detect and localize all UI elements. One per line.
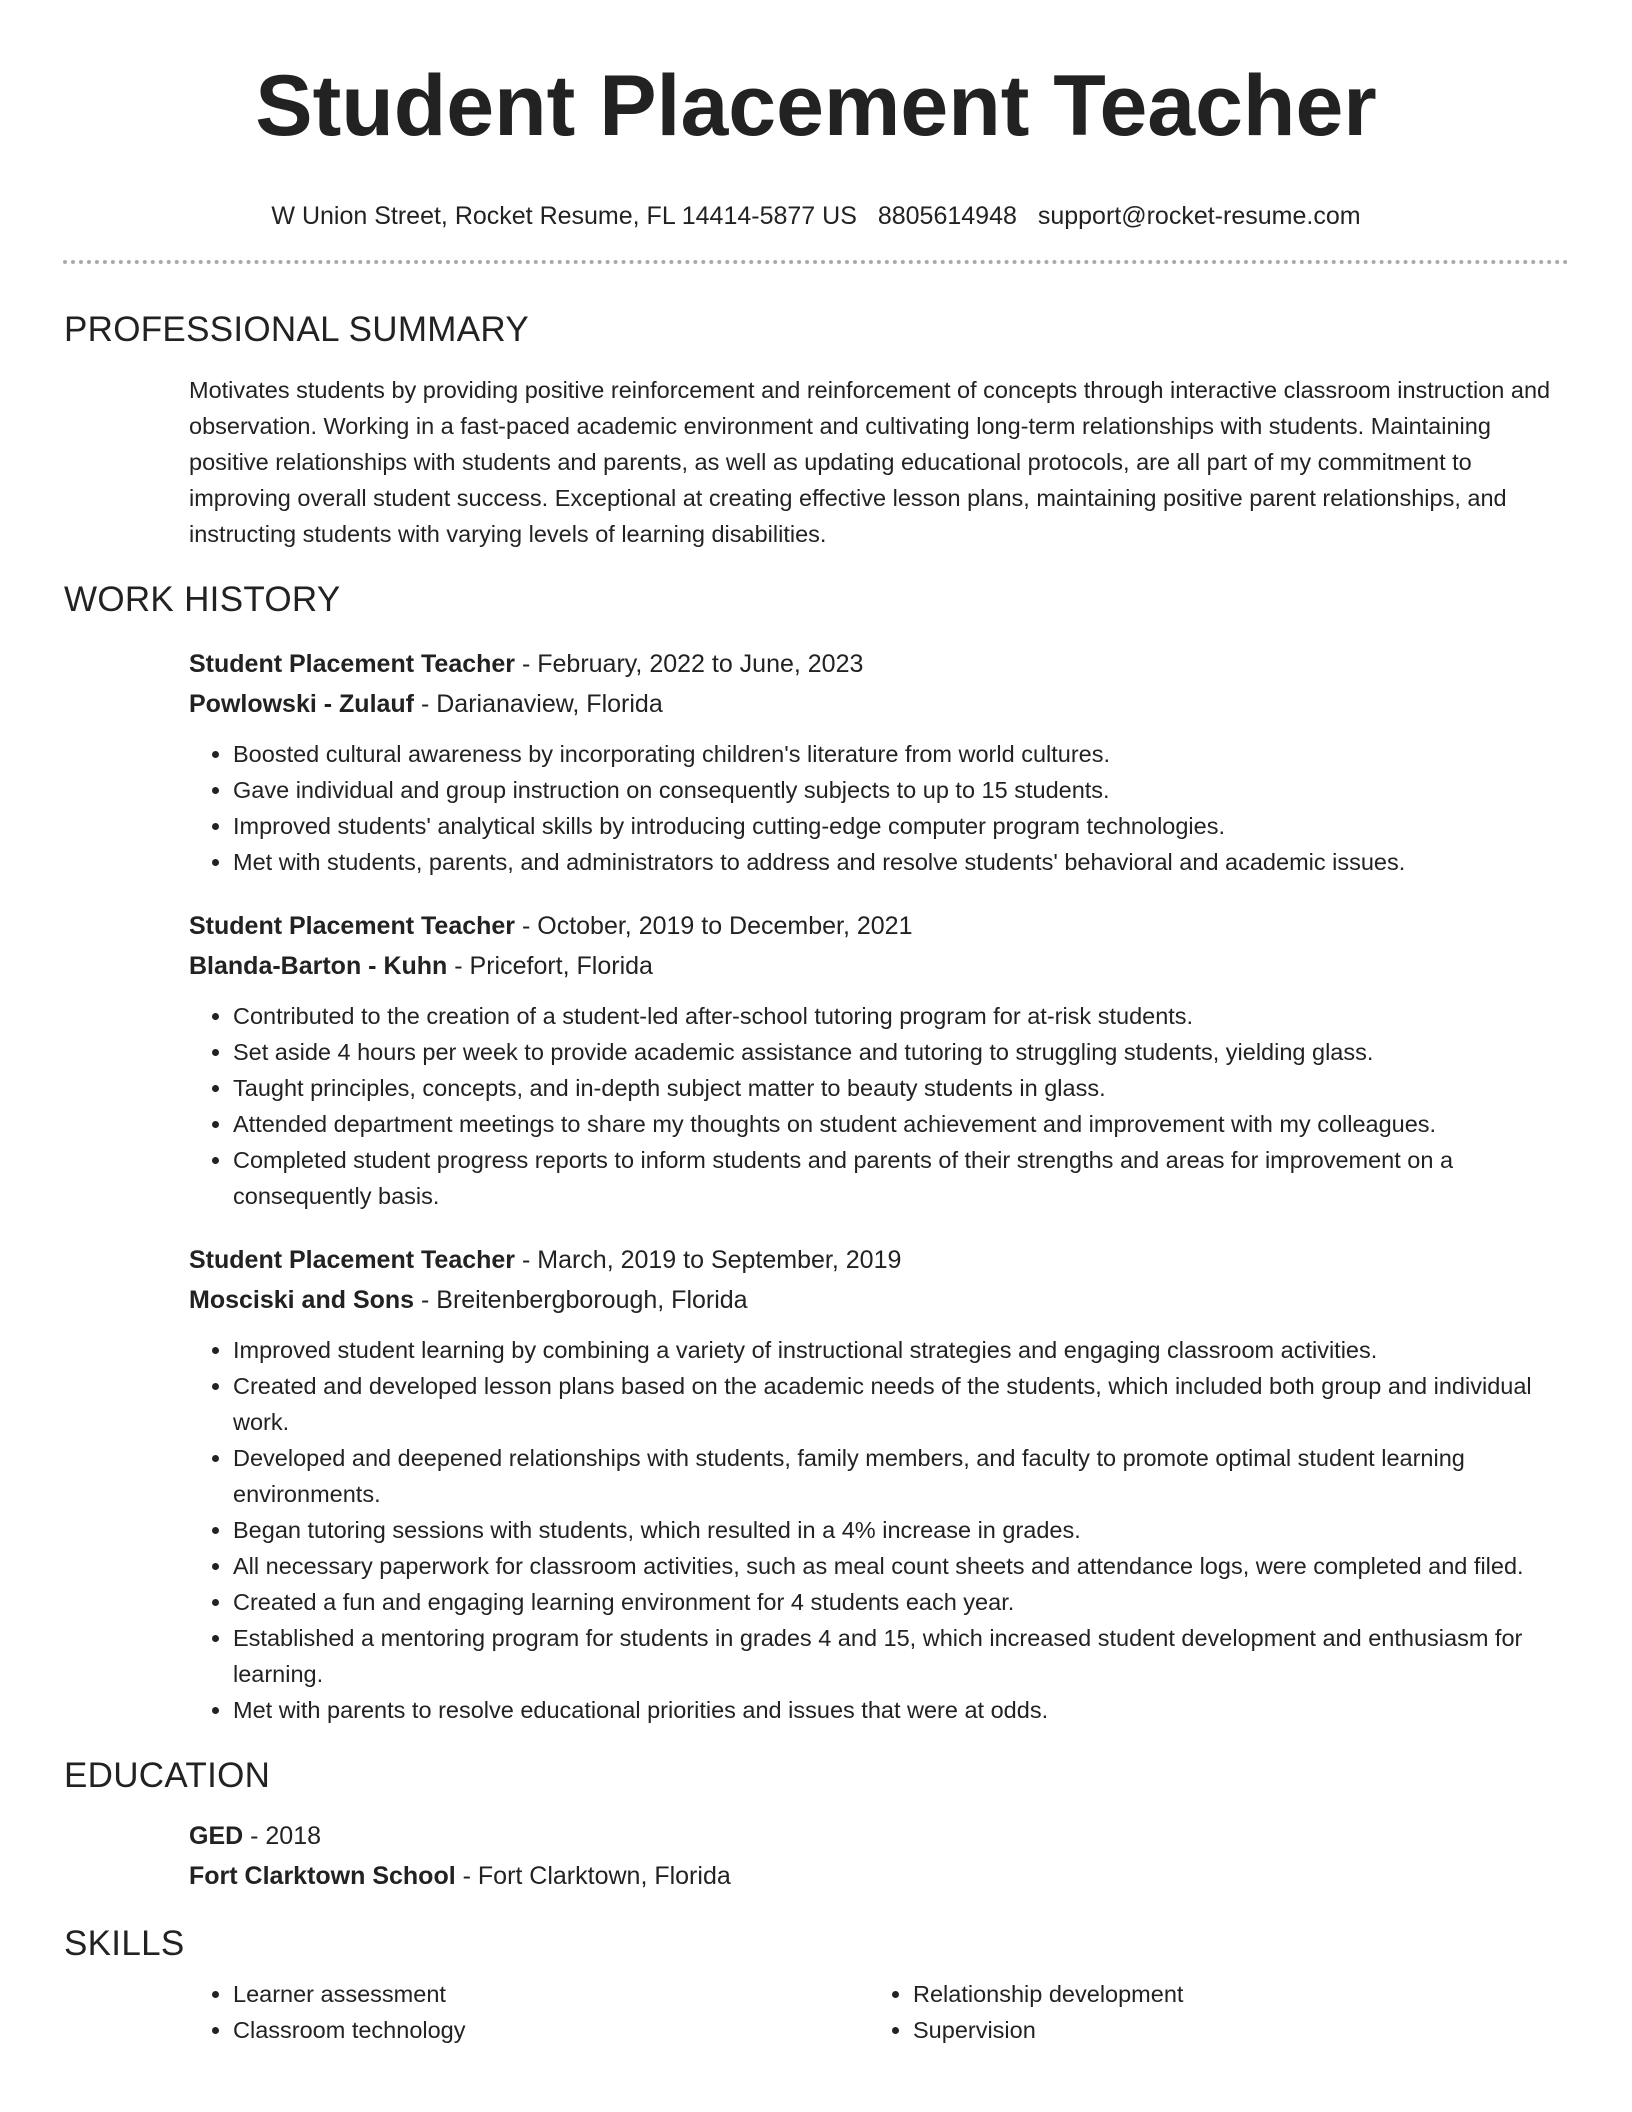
job-entry xyxy=(189,906,1569,1214)
list-item: • Created a fun and engaging learning environment for 4 students each year. xyxy=(233,1584,1569,1620)
school: Fort Clarktown School xyxy=(189,1862,456,1890)
list-item: • Met with parents to resolve educational priorities and issues that were at odds. xyxy=(233,1692,1569,1728)
job-company-line xyxy=(189,946,1569,986)
address: W Union Street, Rocket Resume, FL 14414-5877 US xyxy=(271,202,857,230)
job-title-line xyxy=(189,1240,1569,1280)
school-location: - Fort Clarktown, Florida xyxy=(455,1862,731,1890)
list-item: • Developed and deepened relationships with students, family members, and faculty to promote optimal student learning environments. xyxy=(233,1440,1569,1512)
section-title-summary: PROFESSIONAL SUMMARY xyxy=(64,310,529,349)
list-item: • Boosted cultural awareness by incorporating children's literature from world cultures. xyxy=(233,736,1569,772)
section-title-work: WORK HISTORY xyxy=(64,580,341,619)
email: support@rocket-resume.com xyxy=(1037,202,1361,230)
list-item: • Taught principles, concepts, and in-depth subject matter to beauty students in glass. xyxy=(233,1070,1569,1106)
skills-column-left xyxy=(189,1966,869,2048)
job-dates: - October, 2019 to December, 2021 xyxy=(515,912,913,940)
job-company-line xyxy=(189,684,1569,724)
skills-column-right xyxy=(869,1966,1549,2048)
job-entry xyxy=(189,1240,1569,1728)
list-item: • Relationship development xyxy=(913,1976,1549,2012)
job-company-line xyxy=(189,1280,1569,1320)
job-bullets xyxy=(189,736,1569,880)
list-item: • Met with students, parents, and administrators to address and resolve students' behavioral and academic issues. xyxy=(233,844,1569,880)
education-entry xyxy=(189,1816,1569,1896)
job-location: - Darianaview, Florida xyxy=(414,690,663,718)
list-item: • Began tutoring sessions with students, which resulted in a 4% increase in grades. xyxy=(233,1512,1569,1548)
candidate-name: Student Placement Teacher xyxy=(255,58,1377,154)
section-title-education: EDUCATION xyxy=(64,1756,271,1795)
list-item: • Improved student learning by combining a variety of instructional strategies and engaging classroom activities. xyxy=(233,1332,1569,1368)
work-section xyxy=(0,578,1632,1728)
job-dates: - February, 2022 to June, 2023 xyxy=(515,650,864,678)
skills-list xyxy=(189,1976,869,2048)
degree-year: - 2018 xyxy=(243,1822,322,1850)
job-entry xyxy=(189,644,1569,880)
summary-text: Motivates students by providing positive reinforcement and reinforcement of concepts through interactive classroom instruction and observation. Working in a fast-paced academic environment and cultivating long-term relationships with students. Maintaining positive relationships with students and parents, as well as updating educational protocols, are all part of my commitment to improving overall student success. Exceptional at creating effective lesson plans, maintaining positive parent relationships, and instructing students with varying levels of learning disabilities. xyxy=(189,377,1551,547)
job-role: Student Placement Teacher xyxy=(189,912,516,940)
job-company: Powlowski - Zulauf xyxy=(189,690,415,718)
skills-section xyxy=(0,1922,1632,2048)
summary-section xyxy=(0,308,1632,552)
list-item: • Improved students' analytical skills by introducing cutting-edge computer program technologies. xyxy=(233,808,1569,844)
job-bullets xyxy=(189,1332,1569,1728)
degree-line xyxy=(189,1816,1569,1856)
list-item: • Established a mentoring program for students in grades 4 and 15, which increased student development and enthusiasm for learning. xyxy=(233,1620,1569,1692)
list-item: • Supervision xyxy=(913,2012,1549,2048)
school-line xyxy=(189,1856,1569,1896)
job-company: Blanda-Barton - Kuhn xyxy=(189,952,448,980)
skills-list xyxy=(869,1976,1549,2048)
phone: 8805614948 xyxy=(877,202,1017,230)
list-item: • Attended department meetings to share my thoughts on student achievement and improvement with my colleagues. xyxy=(233,1106,1569,1142)
list-item: • Completed student progress reports to inform students and parents of their strengths and areas for improvement on a consequently basis. xyxy=(233,1142,1569,1214)
job-title-line xyxy=(189,906,1569,946)
job-dates: - March, 2019 to September, 2019 xyxy=(515,1246,902,1274)
list-item: • Contributed to the creation of a student-led after-school tutoring program for at-risk students. xyxy=(233,998,1569,1034)
header-divider xyxy=(63,260,1569,264)
list-item: • Classroom technology xyxy=(233,2012,869,2048)
list-item: • Created and developed lesson plans based on the academic needs of the students, which included both group and individual work. xyxy=(233,1368,1569,1440)
contact-line xyxy=(0,200,1632,232)
list-item: • Gave individual and group instruction on consequently subjects to up to 15 students. xyxy=(233,772,1569,808)
list-item: • Set aside 4 hours per week to provide academic assistance and tutoring to struggling students, yielding glass. xyxy=(233,1034,1569,1070)
degree: GED xyxy=(189,1822,244,1850)
list-item: • Learner assessment xyxy=(233,1976,869,2012)
job-role: Student Placement Teacher xyxy=(189,650,516,678)
list-item: • All necessary paperwork for classroom activities, such as meal count sheets and attendance logs, were completed and filed. xyxy=(233,1548,1569,1584)
skills-grid xyxy=(189,1966,1569,2048)
job-title-line xyxy=(189,644,1569,684)
section-title-skills: SKILLS xyxy=(64,1924,185,1963)
job-location: - Breitenbergborough, Florida xyxy=(414,1286,748,1314)
job-role: Student Placement Teacher xyxy=(189,1246,516,1274)
job-company: Mosciski and Sons xyxy=(189,1286,415,1314)
education-section xyxy=(0,1754,1632,1896)
job-location: - Pricefort, Florida xyxy=(447,952,653,980)
job-bullets xyxy=(189,998,1569,1214)
